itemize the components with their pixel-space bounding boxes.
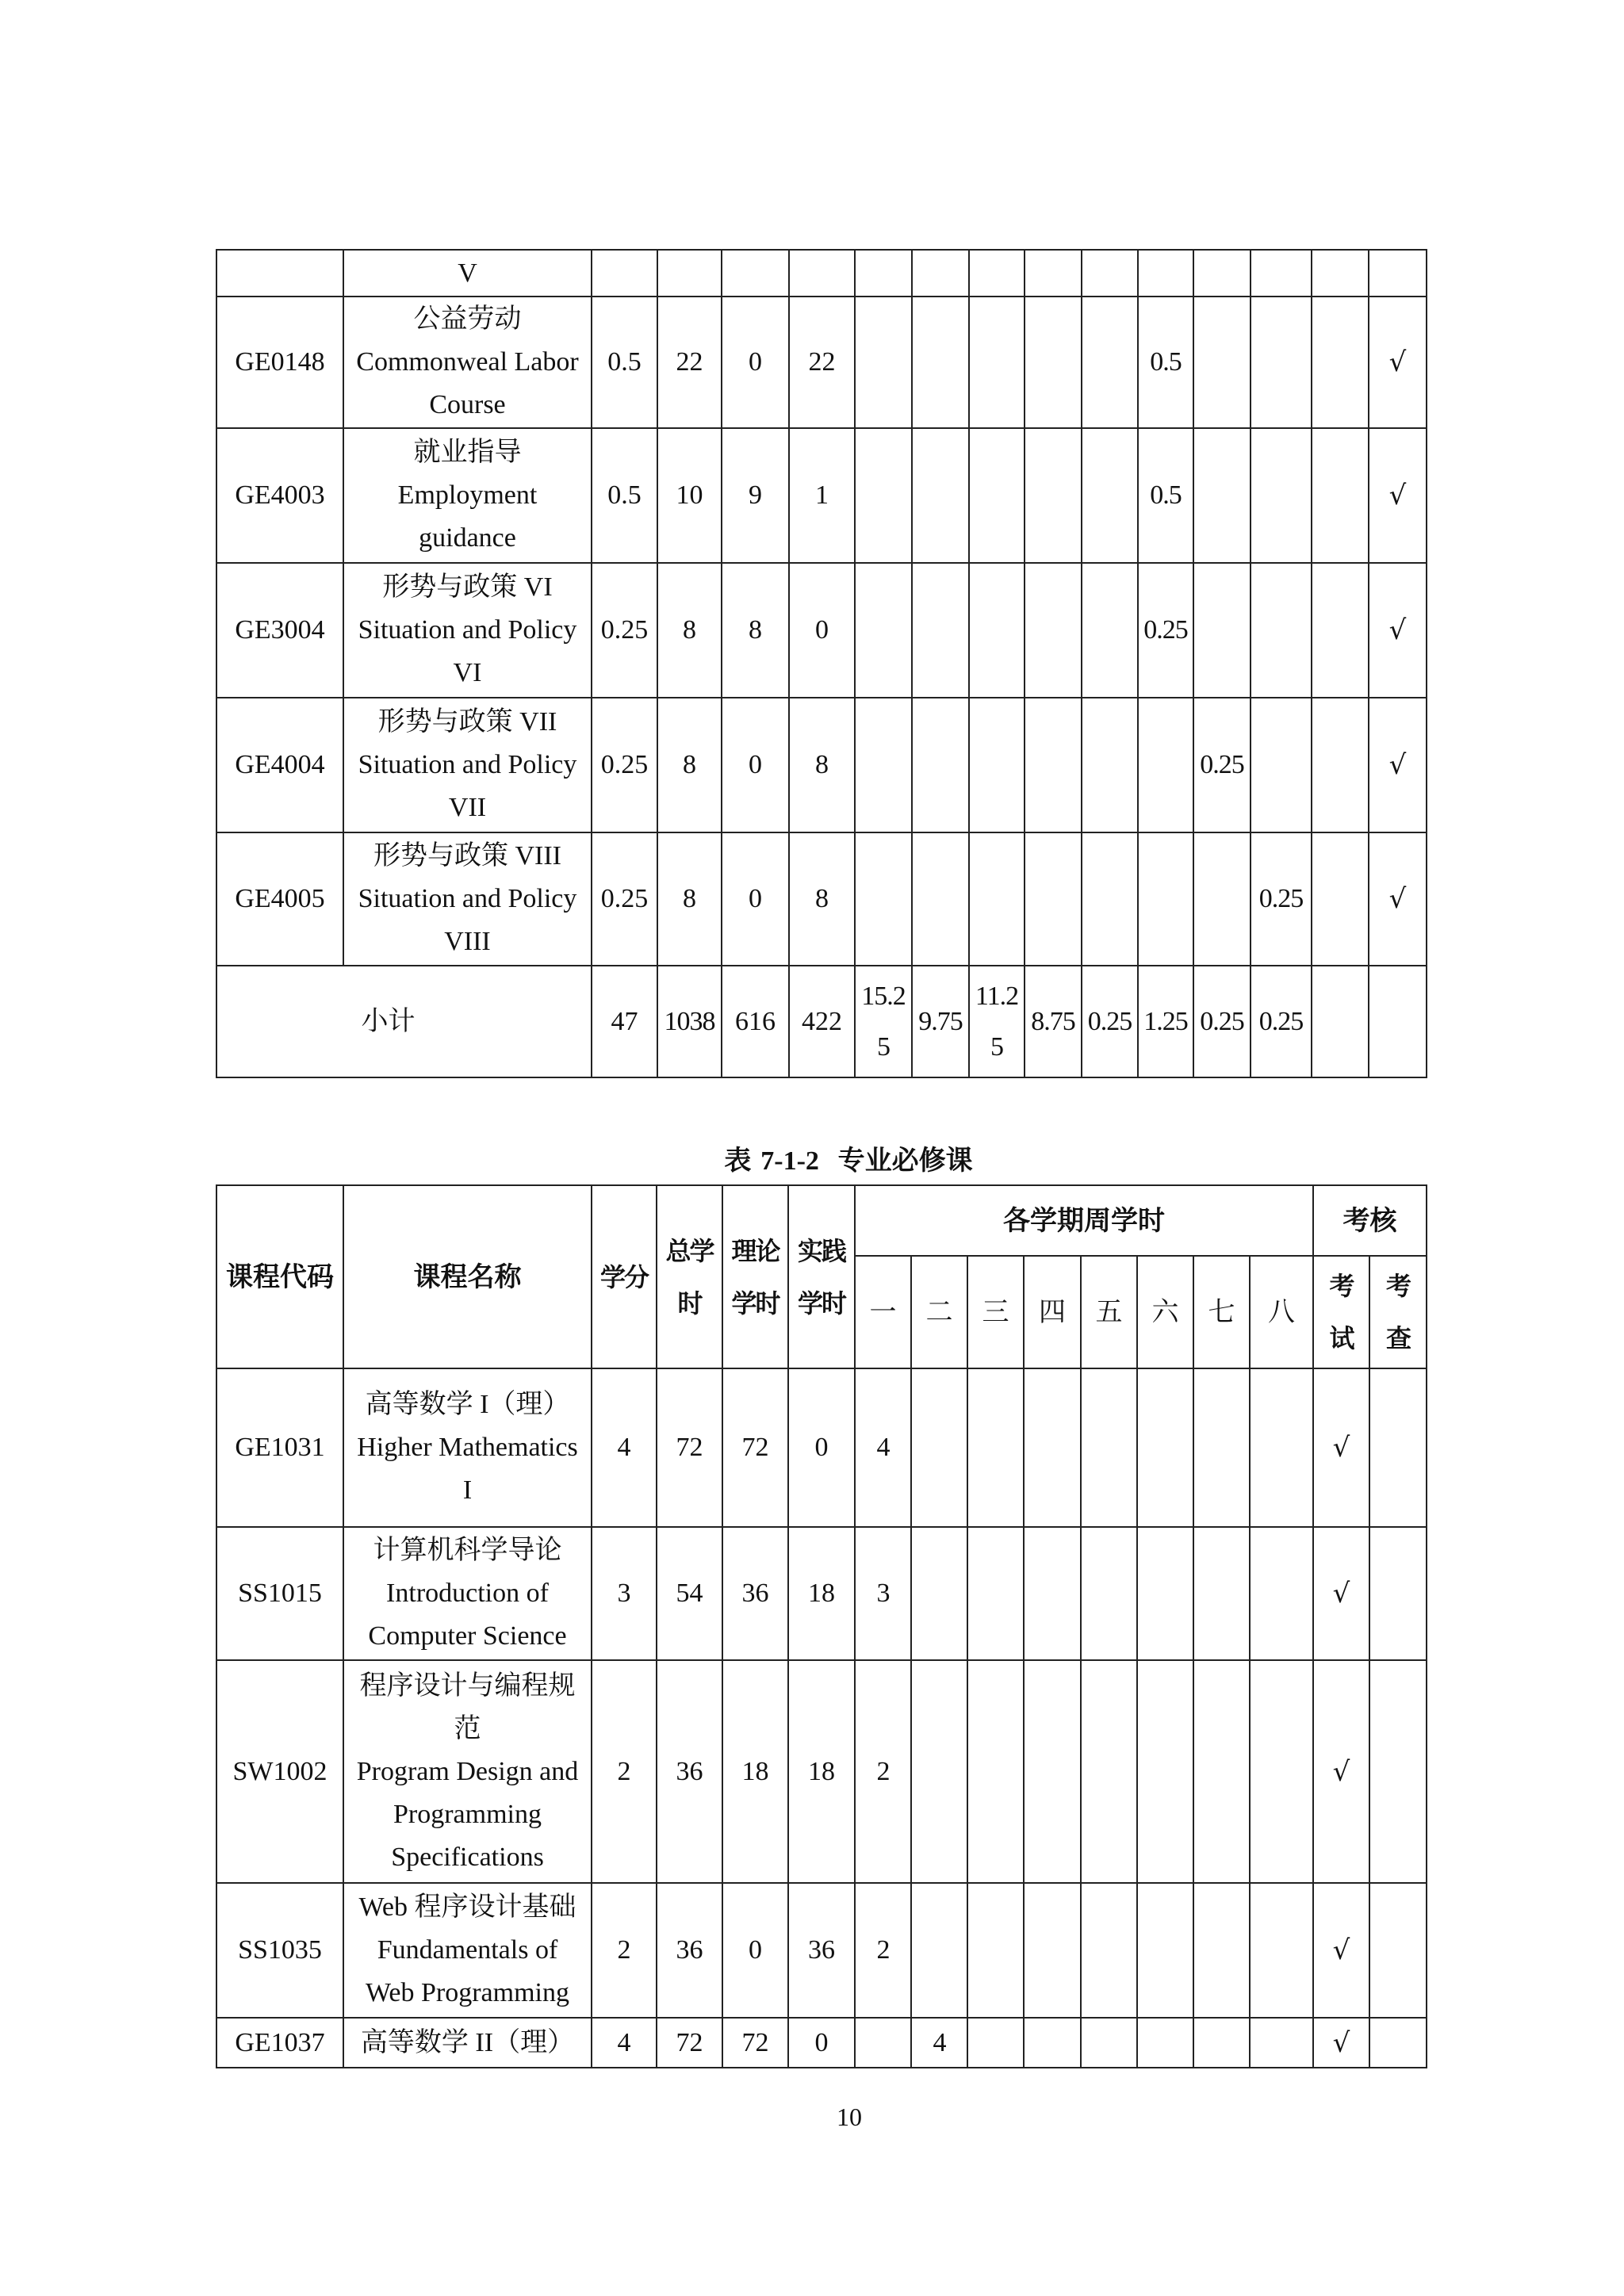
subtotal-semester-3: [969, 966, 1025, 1077]
header-total-hours-line1: 总学: [665, 1235, 714, 1266]
practice-hours-cell: 8: [789, 698, 855, 832]
theory-hours-cell: 0: [722, 297, 789, 428]
header-credits: 学分: [592, 1185, 657, 1368]
semester-6-cell: 0.25: [1138, 563, 1193, 698]
header-course-code: 课程代码: [216, 1185, 343, 1368]
course-row: [216, 297, 1427, 428]
course-name-cell: [343, 1883, 592, 2018]
check-cell: [1369, 1368, 1427, 1527]
semester-2-cell: [911, 1660, 967, 1883]
check-cell: [1369, 1527, 1427, 1660]
subtotal-value-part: 11.2: [975, 981, 1019, 1011]
course-code-cell: GE4003: [216, 428, 343, 563]
course-name-line: Situation and Policy: [358, 615, 577, 645]
semester-6-cell: [1137, 1660, 1193, 1883]
practice-hours-cell: [789, 250, 855, 297]
course-row: [216, 832, 1427, 966]
subtotal-theory-hours: 616: [722, 966, 789, 1077]
subtotal-semester-7: [1193, 966, 1251, 1077]
semester-8-cell: [1251, 250, 1312, 297]
exam-cell: [1312, 428, 1369, 563]
header-check-line2: 查: [1385, 1323, 1410, 1353]
semester-1-cell: [855, 563, 912, 698]
semester-8-cell: [1250, 1883, 1313, 2018]
header-theory-hours-line2: 学时: [731, 1288, 779, 1318]
exam-cell: [1312, 250, 1369, 297]
course-name-line: Employment: [397, 480, 538, 510]
subtotal-semester-5: [1082, 966, 1138, 1077]
header-semester-6: 六: [1137, 1256, 1193, 1368]
table-caption: [0, 1138, 1624, 1177]
semester-5-cell: [1081, 1368, 1137, 1527]
course-name-line: 高等数学 I（理）: [365, 1390, 570, 1419]
header-exam-line2: 试: [1329, 1323, 1354, 1353]
semester-4-cell: [1024, 1527, 1081, 1660]
course-name-line: 就业指导: [413, 438, 522, 467]
practice-hours-cell: 22: [789, 297, 855, 428]
semester-3-cell: [967, 1368, 1024, 1527]
subtotal-semester-4: [1025, 966, 1082, 1077]
practice-hours-cell: 36: [788, 1883, 855, 2018]
header-semester-8: 八: [1250, 1256, 1313, 1368]
semester-1-cell: [855, 832, 912, 966]
course-name-line: 形势与政策 VI: [382, 572, 553, 602]
subtotal-value-part: 9.75: [918, 1006, 963, 1036]
course-name-line: Fundamentals of: [377, 1935, 558, 1965]
course-name-line: Commonweal Labor: [356, 347, 579, 377]
exam-cell: √: [1313, 1660, 1369, 1883]
semester-8-cell: [1250, 1527, 1313, 1660]
theory-hours-cell: 0: [722, 832, 789, 966]
semester-6-cell: [1138, 698, 1193, 832]
subtotal-total-hours: 1038: [657, 966, 722, 1077]
semester-4-cell: [1025, 563, 1082, 698]
credits-cell: 0.25: [592, 832, 657, 966]
semester-6-cell: [1138, 250, 1193, 297]
caption-number: 7-1-2: [760, 1146, 819, 1176]
semester-4-cell: [1024, 1660, 1081, 1883]
course-row: [216, 2018, 1427, 2068]
course-name-cell: [343, 297, 592, 428]
credits-cell: 0.25: [592, 698, 657, 832]
course-row: [216, 1368, 1427, 1527]
total-hours-cell: 36: [657, 1660, 722, 1883]
semester-3-cell: [969, 250, 1025, 297]
credits-cell: 0.5: [592, 297, 657, 428]
exam-cell: [1312, 297, 1369, 428]
check-cell: [1369, 1883, 1427, 2018]
credits-cell: 2: [592, 1883, 657, 2018]
semester-4-cell: [1025, 297, 1082, 428]
semester-7-cell: [1193, 1883, 1250, 2018]
semester-5-cell: [1081, 1660, 1137, 1883]
semester-1-cell: 2: [855, 1660, 911, 1883]
course-name-line: Course: [429, 390, 506, 419]
semester-6-cell: 0.5: [1138, 428, 1193, 563]
total-hours-cell: 36: [657, 1883, 722, 2018]
course-row: [216, 1527, 1427, 1660]
header-total-hours: [657, 1185, 722, 1368]
course-row: [216, 428, 1427, 563]
subtotal-value-part: 5: [877, 1031, 890, 1062]
subtotal-row: [216, 966, 1427, 1077]
theory-hours-cell: 0: [722, 698, 789, 832]
semester-8-cell: [1251, 428, 1312, 563]
semester-2-cell: [911, 1883, 967, 2018]
semester-7-cell: [1193, 832, 1251, 966]
course-name-line: Higher Mathematics: [357, 1433, 578, 1462]
credits-cell: 3: [592, 1527, 657, 1660]
semester-2-cell: [912, 563, 969, 698]
practice-hours-cell: 0: [789, 563, 855, 698]
course-row: [216, 1883, 1427, 2018]
semester-2-cell: 4: [911, 2018, 967, 2068]
header-semester-weekly-hours: 各学期周学时: [855, 1185, 1313, 1256]
semester-3-cell: [969, 832, 1025, 966]
subtotal-credits: 47: [592, 966, 657, 1077]
course-name-cell: [343, 698, 592, 832]
header-semester-5: 五: [1081, 1256, 1137, 1368]
course-name-cell: [343, 2018, 592, 2068]
total-hours-cell: 8: [657, 698, 722, 832]
semester-3-cell: [967, 1660, 1024, 1883]
course-name-cell: [343, 563, 592, 698]
header-course-name: 课程名称: [343, 1185, 592, 1368]
header-exam-line1: 考: [1329, 1271, 1354, 1301]
exam-cell: √: [1313, 1527, 1369, 1660]
course-code-cell: [216, 250, 343, 297]
header-semester-7: 七: [1193, 1256, 1250, 1368]
total-hours-cell: 72: [657, 1368, 722, 1527]
semester-7-cell: 0.25: [1193, 698, 1251, 832]
semester-6-cell: [1137, 2018, 1193, 2068]
semester-1-cell: [855, 297, 912, 428]
exam-cell: [1312, 832, 1369, 966]
semester-4-cell: [1025, 428, 1082, 563]
theory-hours-cell: 9: [722, 428, 789, 563]
header-check: [1369, 1256, 1427, 1368]
course-row: [216, 250, 1427, 297]
check-cell: [1369, 1660, 1427, 1883]
subtotal-semester-2: [912, 966, 969, 1077]
semester-2-cell: [911, 1368, 967, 1527]
semester-8-cell: [1251, 297, 1312, 428]
header-practice-hours-line2: 学时: [797, 1288, 845, 1318]
exam-cell: √: [1313, 1883, 1369, 2018]
course-name-line: 范: [454, 1713, 481, 1743]
theory-hours-cell: 0: [722, 1883, 788, 2018]
header-semester-4: 四: [1024, 1256, 1081, 1368]
practice-hours-cell: 18: [788, 1660, 855, 1883]
semester-8-cell: [1250, 1368, 1313, 1527]
semester-2-cell: [912, 428, 969, 563]
subtotal-semester-6: [1138, 966, 1193, 1077]
semester-4-cell: [1024, 1883, 1081, 2018]
semester-8-cell: 0.25: [1251, 832, 1312, 966]
semester-3-cell: [967, 2018, 1024, 2068]
caption-prefix: 表: [724, 1145, 752, 1177]
subtotal-label: 小计: [216, 966, 592, 1077]
check-cell: √: [1369, 428, 1427, 563]
semester-5-cell: [1082, 297, 1138, 428]
exam-cell: √: [1313, 1368, 1369, 1527]
semester-4-cell: [1024, 1368, 1081, 1527]
total-hours-cell: 54: [657, 1527, 722, 1660]
course-code-cell: GE0148: [216, 297, 343, 428]
header-semester-3: 三: [967, 1256, 1024, 1368]
semester-7-cell: [1193, 1660, 1250, 1883]
semester-3-cell: [967, 1527, 1024, 1660]
course-name-line: VII: [448, 793, 487, 822]
course-name-line: Situation and Policy: [358, 884, 577, 913]
semester-5-cell: [1082, 428, 1138, 563]
exam-cell: √: [1313, 2018, 1369, 2068]
theory-hours-cell: 72: [722, 2018, 788, 2068]
credits-cell: 0.25: [592, 563, 657, 698]
semester-5-cell: [1081, 1883, 1137, 2018]
header-row-1: [216, 1185, 1427, 1256]
semester-7-cell: [1193, 563, 1251, 698]
course-name-line: I: [462, 1475, 473, 1505]
total-hours-cell: 72: [657, 2018, 722, 2068]
semester-1-cell: 4: [855, 1368, 911, 1527]
course-code-cell: SS1015: [216, 1527, 343, 1660]
semester-8-cell: [1251, 698, 1312, 832]
semester-1-cell: 3: [855, 1527, 911, 1660]
course-name-line: guidance: [419, 523, 516, 553]
total-hours-cell: [657, 250, 722, 297]
course-name-line: V: [458, 258, 477, 288]
credits-cell: 4: [592, 2018, 657, 2068]
course-row: [216, 1660, 1427, 1883]
subtotal-value-part: 15.2: [861, 981, 906, 1011]
semester-5-cell: [1081, 2018, 1137, 2068]
semester-4-cell: [1025, 250, 1082, 297]
course-code-cell: GE1031: [216, 1368, 343, 1527]
semester-6-cell: [1138, 832, 1193, 966]
semester-3-cell: [969, 428, 1025, 563]
check-cell: [1369, 2018, 1427, 2068]
course-row: [216, 698, 1427, 832]
semester-3-cell: [967, 1883, 1024, 2018]
check-cell: √: [1369, 563, 1427, 698]
semester-7-cell: [1193, 297, 1251, 428]
semester-2-cell: [912, 297, 969, 428]
course-code-cell: GE3004: [216, 563, 343, 698]
subtotal-value-part: 0.25: [1258, 1006, 1304, 1036]
semester-3-cell: [969, 563, 1025, 698]
course-name-line: 公益劳动: [413, 304, 522, 334]
course-code-cell: GE4004: [216, 698, 343, 832]
course-name-line: Web 程序设计基础: [358, 1892, 576, 1922]
header-total-hours-line2: 时: [677, 1288, 702, 1318]
semester-7-cell: [1193, 250, 1251, 297]
course-name-line: 形势与政策 VII: [377, 707, 557, 737]
header-exam: [1313, 1256, 1369, 1368]
course-name-line: VI: [453, 658, 482, 687]
total-hours-cell: 8: [657, 832, 722, 966]
semester-8-cell: [1250, 2018, 1313, 2068]
course-name-cell: [343, 1527, 592, 1660]
header-semester-2: 二: [911, 1256, 967, 1368]
header-practice-hours-line1: 实践: [797, 1235, 845, 1266]
credits-cell: 0.5: [592, 428, 657, 563]
semester-1-cell: 2: [855, 1883, 911, 2018]
semester-5-cell: [1082, 832, 1138, 966]
semester-4-cell: [1025, 698, 1082, 832]
course-code-cell: SW1002: [216, 1660, 343, 1883]
semester-1-cell: [855, 698, 912, 832]
semester-3-cell: [969, 297, 1025, 428]
practice-hours-cell: 0: [788, 1368, 855, 1527]
practice-hours-cell: 1: [789, 428, 855, 563]
total-hours-cell: 22: [657, 297, 722, 428]
course-name-line: 高等数学 II（理）: [360, 2027, 575, 2057]
course-name-cell: [343, 1368, 592, 1527]
semester-6-cell: [1137, 1527, 1193, 1660]
exam-cell: [1312, 563, 1369, 698]
semester-6-cell: [1137, 1883, 1193, 2018]
major-required-courses-table: [216, 1184, 1427, 2068]
credits-cell: 2: [592, 1660, 657, 1883]
course-name-line: Programming: [393, 1799, 542, 1829]
semester-2-cell: [912, 250, 969, 297]
subtotal-value-part: 0.25: [1200, 1006, 1244, 1036]
subtotal-value-part: 5: [990, 1031, 1003, 1062]
semester-3-cell: [969, 698, 1025, 832]
practice-hours-cell: 8: [789, 832, 855, 966]
theory-hours-cell: 8: [722, 563, 789, 698]
semester-1-cell: [855, 250, 912, 297]
theory-hours-cell: [722, 250, 789, 297]
course-name-line: Web Programming: [366, 1978, 569, 2007]
header-theory-hours-line1: 理论: [731, 1235, 779, 1266]
semester-1-cell: [855, 2018, 911, 2068]
semester-4-cell: [1025, 832, 1082, 966]
semester-7-cell: [1193, 1527, 1250, 1660]
semester-7-cell: [1193, 428, 1251, 563]
semester-5-cell: [1082, 698, 1138, 832]
semester-5-cell: [1082, 250, 1138, 297]
subtotal-practice-hours: 422: [789, 966, 855, 1077]
semester-7-cell: [1193, 1368, 1250, 1527]
total-hours-cell: 8: [657, 563, 722, 698]
course-name-cell: [343, 832, 592, 966]
course-code-cell: SS1035: [216, 1883, 343, 2018]
subtotal-value-part: 1.25: [1143, 1006, 1188, 1036]
semester-2-cell: [912, 698, 969, 832]
subtotal-semester-1: [855, 966, 912, 1077]
course-name-line: 计算机科学导论: [373, 1536, 562, 1565]
semester-7-cell: [1193, 2018, 1250, 2068]
course-row: [216, 563, 1427, 698]
course-code-cell: GE4005: [216, 832, 343, 966]
header-practice-hours: [788, 1185, 855, 1368]
check-cell: [1369, 250, 1427, 297]
semester-6-cell: [1137, 1368, 1193, 1527]
course-name-cell: [343, 1660, 592, 1883]
exam-cell: [1312, 698, 1369, 832]
semester-8-cell: [1251, 563, 1312, 698]
course-name-line: 形势与政策 VIII: [373, 841, 562, 871]
theory-hours-cell: 72: [722, 1368, 788, 1527]
credits-cell: [592, 250, 657, 297]
subtotal-exam: [1312, 966, 1369, 1077]
semester-5-cell: [1081, 1527, 1137, 1660]
course-code-cell: GE1037: [216, 2018, 343, 2068]
course-name-line: Computer Science: [368, 1621, 567, 1651]
check-cell: √: [1369, 832, 1427, 966]
subtotal-semester-8: [1251, 966, 1312, 1077]
course-name-line: Introduction of: [386, 1578, 549, 1608]
semester-5-cell: [1082, 563, 1138, 698]
course-name-line: Specifications: [391, 1842, 544, 1872]
header-theory-hours: [722, 1185, 788, 1368]
theory-hours-cell: 18: [722, 1660, 788, 1883]
credits-cell: 4: [592, 1368, 657, 1527]
course-name-line: VIII: [444, 927, 491, 956]
practice-hours-cell: 0: [788, 2018, 855, 2068]
subtotal-value-part: 8.75: [1031, 1006, 1075, 1036]
semester-1-cell: [855, 428, 912, 563]
subtotal-check: [1369, 966, 1427, 1077]
theory-hours-cell: 36: [722, 1527, 788, 1660]
course-name-cell: [343, 250, 592, 297]
header-check-line1: 考: [1385, 1271, 1410, 1301]
general-courses-table-continued: [216, 249, 1427, 1078]
semester-4-cell: [1024, 2018, 1081, 2068]
practice-hours-cell: 18: [788, 1527, 855, 1660]
course-name-line: 程序设计与编程规: [359, 1670, 576, 1701]
course-name-cell: [343, 428, 592, 563]
course-name-line: Situation and Policy: [358, 750, 577, 779]
course-name-line: Program Design and: [356, 1756, 579, 1786]
total-hours-cell: 10: [657, 428, 722, 563]
check-cell: √: [1369, 698, 1427, 832]
semester-2-cell: [911, 1527, 967, 1660]
page-number: 10: [837, 2103, 862, 2131]
semester-8-cell: [1250, 1660, 1313, 1883]
semester-2-cell: [912, 832, 969, 966]
header-assessment: 考核: [1313, 1185, 1427, 1256]
semester-6-cell: 0.5: [1138, 297, 1193, 428]
subtotal-value-part: 0.25: [1087, 1006, 1132, 1036]
header-semester-1: 一: [855, 1256, 911, 1368]
caption-title: 专业必修课: [837, 1145, 973, 1177]
check-cell: √: [1369, 297, 1427, 428]
